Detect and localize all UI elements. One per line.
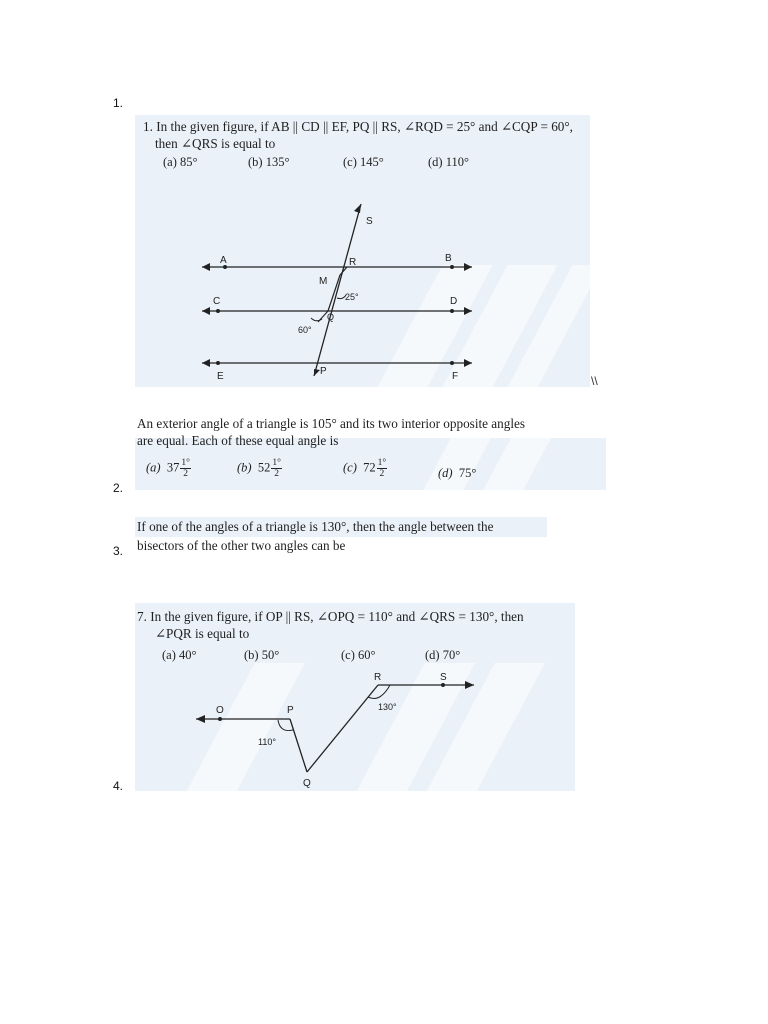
label-s: S [440,672,447,683]
question-4-option-a: (a) 40° [162,648,197,662]
option-b-den: 2 [274,469,279,479]
label-a: A [220,255,227,266]
option-b-label: (b) [237,460,252,475]
question-4-text-line1: 7. In the given figure, if OP || RS, ∠OPQ = 110° and ∠QRS = 130°, then [137,609,524,624]
label-q: Q [303,778,311,789]
label-25: 25° [345,292,359,302]
item-number-3: 3. [113,544,124,558]
label-60: 60° [298,325,312,335]
question-1-option-d: (d) 110° [428,155,469,169]
label-b: B [445,253,452,264]
item-number-1: 1. [113,96,124,110]
option-a-num: 1° [181,458,190,468]
question-3-text-line1: If one of the angles of a triangle is 130°, then the angle between the [137,519,494,534]
label-r: R [374,672,382,683]
label-s: S [366,216,373,227]
question-1-option-b: (b) 135° [248,155,290,169]
option-b-whole: 52 [257,460,271,475]
question-4-text-line2: ∠PQR is equal to [155,626,250,641]
question-1-option-a: (a) 85° [163,155,198,169]
question-4-option-d: (d) 70° [425,648,461,662]
option-c-den: 2 [379,469,385,479]
question-2-text-line2: are equal. Each of these equal angle is [137,433,339,448]
question-1-text-line1: 1. In the given figure, if AB || CD || EF, PQ || RS, ∠RQD = 25° and ∠CQP = 60°, [143,119,573,134]
segment-pq [290,719,307,772]
option-c-label: (c) [343,460,357,475]
label-o: O [216,705,224,716]
label-110: 110° [258,737,276,747]
item-number-4: 4. [113,779,124,793]
option-d-label: (d) [438,466,453,480]
label-r: R [349,257,357,268]
label-130: 130° [378,702,397,712]
label-e: E [217,371,224,382]
stray-backslashes: \\ [591,374,598,388]
question-4-option-c: (c) 60° [341,648,376,662]
question-4-option-b: (b) 50° [244,648,280,662]
label-c: C [213,296,221,307]
question-3-text-line2: bisectors of the other two angles can be [137,538,346,553]
question-1-option-c: (c) 145° [343,155,384,169]
question-1-text-line2: then ∠QRS is equal to [155,136,276,151]
option-a-label: (a) [146,460,161,475]
option-a-den: 2 [183,469,188,479]
item-number-2: 2. [113,481,124,495]
option-d-value: 75° [458,466,477,480]
label-f: F [452,371,459,382]
label-q: Q [327,312,335,322]
question-2-text-line1: An exterior angle of a triangle is 105° and its two interior opposite angles [137,416,525,431]
option-c-num: 1° [377,458,387,468]
label-p: P [287,705,294,716]
option-a-whole: 37 [166,460,180,475]
segment-qr [307,685,378,772]
label-p: P [320,366,327,377]
option-c-whole: 72 [363,460,376,475]
label-d: D [450,296,458,307]
label-m: M [319,276,328,287]
option-b-num: 1° [272,458,281,468]
